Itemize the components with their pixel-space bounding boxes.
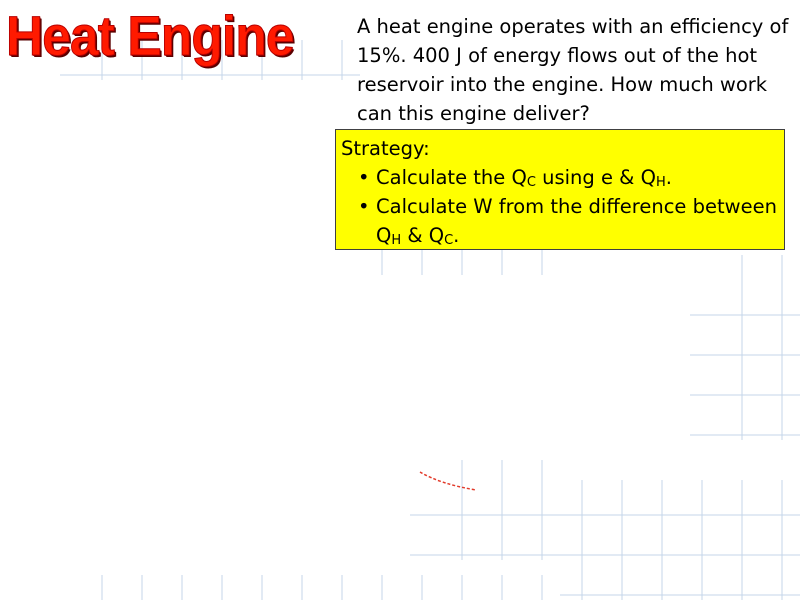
bullet-icon: • [358, 195, 370, 218]
bullet-icon: • [358, 166, 370, 189]
subscript: H [655, 175, 666, 190]
slide-title: Heat Engine [6, 4, 294, 67]
subscript: H [391, 233, 402, 248]
strategy-item-text: . [453, 224, 460, 247]
dashed-curve [420, 472, 476, 490]
strategy-item [358, 163, 778, 192]
strategy-item-text: Calculate the Q [376, 166, 527, 189]
strategy-item-text: using e & Q [535, 166, 656, 189]
strategy-item-text: & Q [401, 224, 445, 247]
strategy-item [358, 192, 778, 250]
strategy-heading: Strategy: [341, 137, 430, 160]
subscript: C [444, 233, 454, 248]
strategy-item-text: . [665, 166, 672, 189]
strategy-item-text: Calculate W from the difference between Q [376, 195, 777, 247]
problem-statement: A heat engine operates with an efficiency of 15%. 400 J of energy flows out of the hot reservoir into the engine. How much work can this engine deliver? [357, 15, 789, 125]
strategy-list [358, 163, 778, 250]
strategy-box [335, 129, 785, 250]
subscript: C [526, 175, 536, 190]
